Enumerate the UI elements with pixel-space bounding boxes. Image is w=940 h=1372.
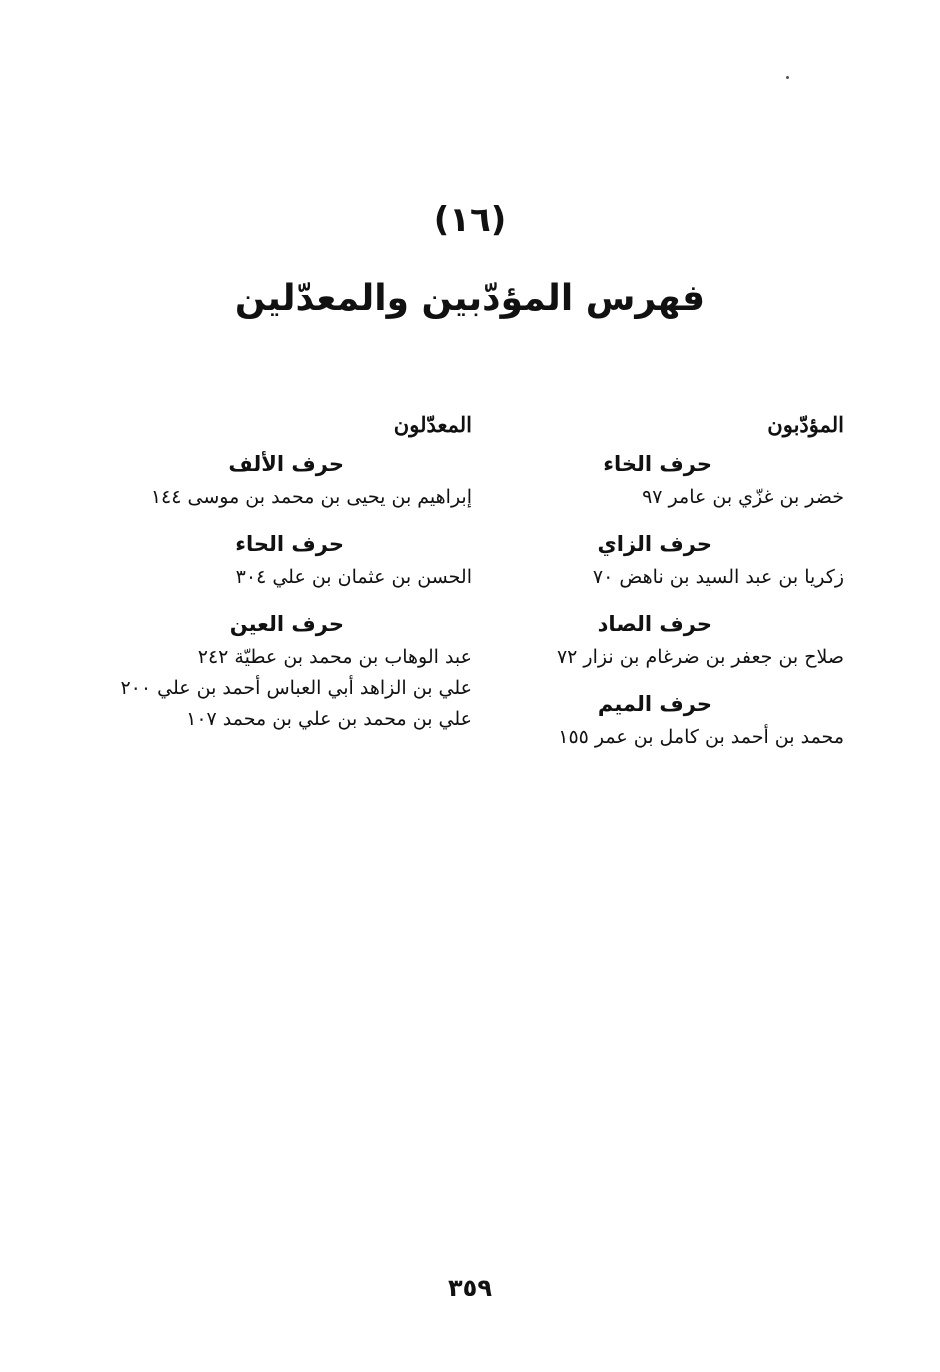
letter-heading: حرف الصاد — [597, 612, 712, 636]
index-entry: علي بن الزاهد أبي العباس أحمد بن علي ٢٠٠ — [120, 677, 472, 699]
letter-group — [514, 606, 844, 672]
scan-speck — [786, 76, 789, 79]
letter-heading: حرف الحاء — [235, 532, 344, 556]
page-title: فهرس المؤدّبين والمعدّلين — [234, 278, 706, 319]
letter-group — [112, 526, 472, 592]
column-heading: المؤدّبون — [767, 412, 844, 437]
index-entry: الحسن بن عثمان بن علي ٣٠٤ — [235, 566, 472, 588]
index-entry: زكريا بن عبد السيد بن ناهض ٧٠ — [592, 566, 844, 588]
letter-heading: حرف الألف — [228, 452, 344, 476]
column-muaddilun — [112, 408, 472, 749]
index-entry: صلاح بن جعفر بن ضرغام بن نزار ٧٢ — [556, 646, 844, 668]
letter-group — [514, 526, 844, 592]
letter-group — [112, 446, 472, 512]
index-number: (١٦) — [433, 200, 507, 240]
index-entry: محمد بن أحمد بن كامل بن عمر ١٥٥ — [558, 726, 844, 748]
index-entry: عبد الوهاب بن محمد بن عطيّة ٢٤٢ — [197, 646, 472, 668]
page-number: ٣٥٩ — [448, 1274, 492, 1302]
column-heading: المعدّلون — [393, 412, 472, 437]
letter-group — [514, 446, 844, 512]
letter-heading: حرف الخاء — [603, 452, 712, 476]
index-entry: خضر بن غزّي بن عامر ٩٧ — [642, 486, 844, 508]
column-muaddibun — [514, 408, 844, 766]
index-entry: إبراهيم بن يحيى بن محمد بن موسى ١٤٤ — [150, 486, 472, 508]
index-entry: علي بن محمد بن علي بن محمد ١٠٧ — [186, 708, 472, 730]
letter-heading: حرف الميم — [597, 692, 712, 716]
letter-heading: حرف الزاي — [597, 532, 712, 556]
letter-heading: حرف العين — [229, 612, 344, 636]
letter-group — [514, 686, 844, 752]
letter-group — [112, 606, 472, 735]
